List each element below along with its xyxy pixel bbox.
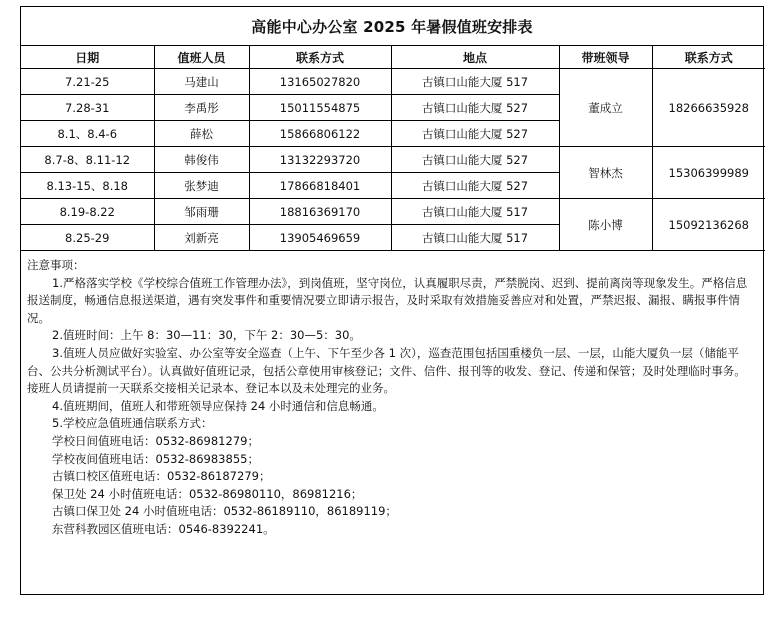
note-item-5: 5.学校应急值班通信联系方式： bbox=[52, 416, 213, 431]
document-title: 高能中心办公室 2025 年暑假值班安排表 bbox=[21, 7, 763, 46]
cell-person: 李禹彤 bbox=[154, 95, 249, 121]
cell-phone: 15866806122 bbox=[249, 121, 391, 147]
cell-date: 7.21-25 bbox=[21, 69, 154, 95]
cell-date: 8.1、8.4-6 bbox=[21, 121, 154, 147]
cell-location: 古镇口山能大厦 517 bbox=[391, 225, 559, 251]
table-row bbox=[21, 147, 765, 173]
note-item-1: 1.严格落实学校《学校综合值班工作管理办法》，到岗值班，坚守岗位，认真履职尽责，严禁脱岗、迟到、提前离岗等现象发生。严格信息报送制度，畅通信息报送渠道，遇有突发事件和重要情况要立即请示报告，及时采取有效措施妥善应对和处置，严禁迟报、漏报、瞒报事件情况。 bbox=[27, 275, 748, 325]
cell-leader-phone: 15306399989 bbox=[652, 147, 765, 199]
header-person: 值班人员 bbox=[154, 46, 249, 69]
duty-schedule-table bbox=[21, 46, 765, 251]
cell-phone: 17866818401 bbox=[249, 173, 391, 199]
cell-leader: 陈小博 bbox=[559, 199, 652, 251]
cell-date: 8.7-8、8.11-12 bbox=[21, 147, 154, 173]
notes-heading: 注意事项： bbox=[27, 258, 85, 272]
cell-date: 8.25-29 bbox=[21, 225, 154, 251]
header-location: 地点 bbox=[391, 46, 559, 69]
cell-location: 古镇口山能大厦 527 bbox=[391, 95, 559, 121]
cell-leader-phone: 18266635928 bbox=[652, 69, 765, 147]
cell-person: 邹雨珊 bbox=[154, 199, 249, 225]
cell-person: 马建山 bbox=[154, 69, 249, 95]
header-leader-phone: 联系方式 bbox=[652, 46, 765, 69]
cell-phone: 18816369170 bbox=[249, 199, 391, 225]
contact-line: 学校日间值班电话：0532-86981279； bbox=[52, 433, 259, 448]
cell-person: 韩俊伟 bbox=[154, 147, 249, 173]
header-phone: 联系方式 bbox=[249, 46, 391, 69]
note-item-3: 3.值班人员应做好实验室、办公室等安全巡查（上午、下午至少各 1 次），巡查范围包括国重楼负一层、一层，山能大厦负一层（储能平台、公共分析测试平台）。认真做好值班记录，包括公章使用审核登记；文件、信件、报刊等的收发、登记、传递和保管；及时处理临时事务。接班人员请提前一天联系交接相关记录本、登记本以及未处理完的业务。 bbox=[27, 345, 746, 396]
header-leader: 带班领导 bbox=[559, 46, 652, 69]
table-header-row bbox=[21, 46, 765, 69]
header-date: 日期 bbox=[21, 46, 154, 69]
note-item-4: 4.值班期间，值班人和带班领导应保持 24 小时通信和信息畅通。 bbox=[52, 398, 384, 413]
cell-location: 古镇口山能大厦 517 bbox=[391, 199, 559, 225]
cell-phone: 13132293720 bbox=[249, 147, 391, 173]
cell-person: 张梦迪 bbox=[154, 173, 249, 199]
cell-location: 古镇口山能大厦 527 bbox=[391, 121, 559, 147]
cell-leader-phone: 15092136268 bbox=[652, 199, 765, 251]
cell-location: 古镇口山能大厦 517 bbox=[391, 69, 559, 95]
cell-date: 7.28-31 bbox=[21, 95, 154, 121]
cell-date: 8.19-8.22 bbox=[21, 199, 154, 225]
cell-person: 薛松 bbox=[154, 121, 249, 147]
cell-phone: 13165027820 bbox=[249, 69, 391, 95]
cell-location: 古镇口山能大厦 527 bbox=[391, 173, 559, 199]
table-row bbox=[21, 199, 765, 225]
contact-line: 古镇口校区值班电话：0532-86187279； bbox=[52, 469, 271, 484]
table-row bbox=[21, 69, 765, 95]
note-item-2: 2.值班时间：上午 8：30—11：30，下午 2：30—5：30。 bbox=[52, 328, 361, 343]
document-page bbox=[20, 6, 764, 595]
cell-date: 8.13-15、8.18 bbox=[21, 173, 154, 199]
contact-line: 学校夜间值班电话：0532-86983855； bbox=[52, 451, 259, 466]
cell-leader: 智林杰 bbox=[559, 147, 652, 199]
cell-phone: 15011554875 bbox=[249, 95, 391, 121]
cell-leader: 董成立 bbox=[559, 69, 652, 147]
contact-line: 古镇口保卫处 24 小时值班电话：0532-86189110，86189119； bbox=[52, 504, 397, 519]
notes-section bbox=[21, 251, 763, 539]
cell-phone: 13905469659 bbox=[249, 225, 391, 251]
cell-person: 刘新亮 bbox=[154, 225, 249, 251]
contact-line: 东营科教园区值班电话：0546-8392241。 bbox=[52, 521, 275, 536]
cell-location: 古镇口山能大厦 527 bbox=[391, 147, 559, 173]
contact-line: 保卫处 24 小时值班电话：0532-86980110，86981216； bbox=[52, 486, 363, 501]
